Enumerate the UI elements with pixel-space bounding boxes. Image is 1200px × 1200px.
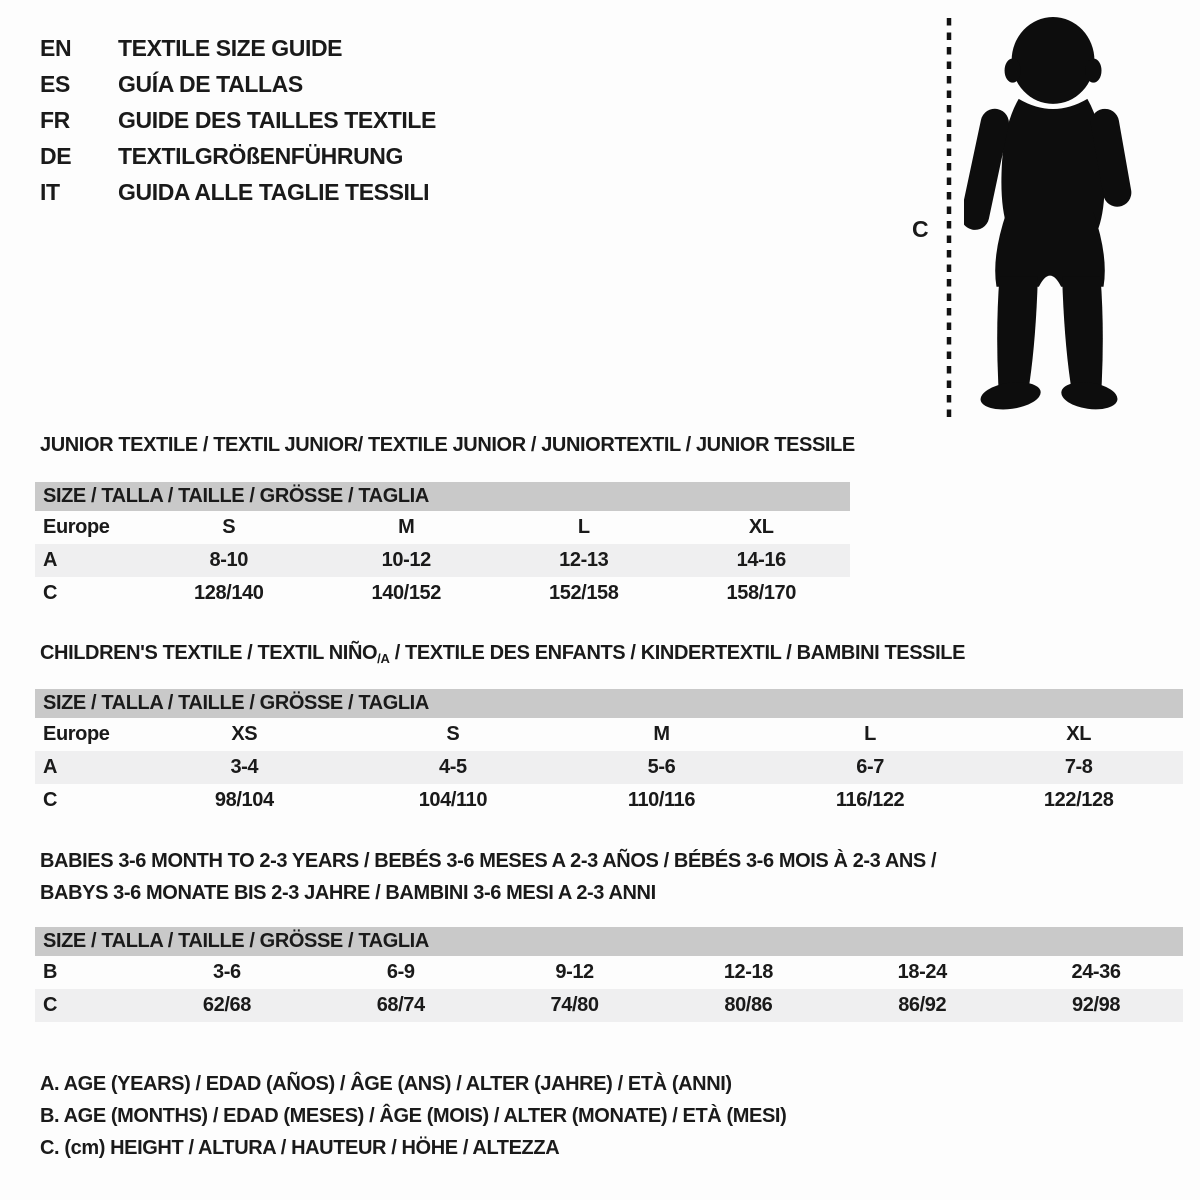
- language-row: [40, 102, 436, 138]
- children-title-part2: / TEXTILE DES ENFANTS / KINDERTEXTIL / BAMBINI TESSILE: [389, 642, 966, 664]
- height-cell: 152/158: [549, 582, 619, 604]
- months-cell: 9-12: [555, 961, 594, 983]
- age-cell: 7-8: [1064, 756, 1093, 778]
- footnote-b: B. AGE (MONTHS) / EDAD (MESES) / ÂGE (MOIS) / ALTER (MONATE) / ETÀ (MESI): [40, 1105, 787, 1127]
- row-label: Europe: [43, 516, 110, 538]
- table-row: [35, 577, 850, 610]
- months-cell: 12-18: [723, 961, 773, 983]
- row-label: A: [43, 756, 58, 778]
- language-label: GUIDA ALLE TAGLIE TESSILI: [118, 178, 430, 205]
- age-cell: 3-4: [230, 756, 259, 778]
- footnote-c: C. (cm) HEIGHT / ALTURA / HAUTEUR / HÖHE / ALTEZZA: [40, 1137, 560, 1159]
- age-cell: 14-16: [736, 549, 786, 571]
- height-cell: 92/98: [1072, 994, 1121, 1016]
- size-cell: L: [577, 516, 590, 538]
- children-size-table: [35, 689, 1183, 817]
- size-cell: S: [446, 723, 460, 745]
- height-cell: 104/110: [418, 789, 488, 811]
- height-cell: 68/74: [376, 994, 425, 1016]
- language-header: [40, 30, 436, 210]
- age-cell: 8-10: [209, 549, 248, 571]
- size-header-label: SIZE / TALLA / TAILLE / GRÖSSE / TAGLIA: [43, 485, 429, 507]
- table-row: [35, 989, 1183, 1022]
- babies-section-title-line1: BABIES 3-6 MONTH TO 2-3 YEARS / BEBÉS 3-6 MESES A 2-3 AÑOS / BÉBÉS 3-6 MOIS À 2-3 ANS /: [40, 850, 937, 872]
- height-cell: 116/122: [835, 789, 905, 811]
- language-code: ES: [40, 70, 70, 97]
- junior-size-table: [35, 482, 850, 610]
- size-cell: M: [653, 723, 670, 745]
- footnote-a: A. AGE (YEARS) / EDAD (AÑOS) / ÂGE (ANS) / ALTER (JAHRE) / ETÀ (ANNI): [40, 1073, 732, 1095]
- height-cell: 158/170: [726, 582, 796, 604]
- junior-section-title: JUNIOR TEXTILE / TEXTIL JUNIOR/ TEXTILE JUNIOR / JUNIORTEXTIL / JUNIOR TESSILE: [40, 434, 855, 456]
- table-row: [35, 511, 850, 544]
- size-header-bar: [35, 689, 1183, 718]
- language-row: [40, 66, 436, 102]
- table-row: [35, 718, 1183, 751]
- language-label: TEXTILGRÖßENFÜHRUNG: [118, 142, 403, 169]
- language-row: [40, 138, 436, 174]
- row-label: C: [43, 789, 58, 811]
- table-row: [35, 751, 1183, 784]
- age-cell: 12-13: [559, 549, 609, 571]
- months-cell: 24-36: [1071, 961, 1121, 983]
- height-cell: 80/86: [724, 994, 773, 1016]
- babies-size-table: [35, 927, 1183, 1022]
- row-label: C: [43, 582, 58, 604]
- size-header-bar: [35, 482, 850, 511]
- children-section-title: [40, 642, 965, 666]
- height-cell: 140/152: [371, 582, 441, 604]
- size-header-bar: [35, 927, 1183, 956]
- age-cell: 5-6: [647, 756, 676, 778]
- months-cell: 6-9: [386, 961, 415, 983]
- months-cell: 18-24: [897, 961, 947, 983]
- row-label: C: [43, 994, 58, 1016]
- height-cell: 98/104: [214, 789, 274, 811]
- months-cell: 3-6: [213, 961, 241, 983]
- language-label: GUÍA DE TALLAS: [118, 70, 303, 97]
- age-cell: 10-12: [381, 549, 431, 571]
- height-cell: 74/80: [550, 994, 599, 1016]
- age-cell: 6-7: [856, 756, 884, 778]
- size-header-label: SIZE / TALLA / TAILLE / GRÖSSE / TAGLIA: [43, 930, 429, 952]
- height-cell: 62/68: [202, 994, 251, 1016]
- size-cell: S: [222, 516, 236, 538]
- age-cell: 4-5: [439, 756, 467, 778]
- height-cell: 86/92: [898, 994, 947, 1016]
- babies-section-title-line2: BABYS 3-6 MONATE BIS 2-3 JAHRE / BAMBINI 3-6 MESI A 2-3 ANNI: [40, 882, 656, 904]
- height-cell: 110/116: [627, 789, 696, 811]
- height-measure-label: C: [912, 216, 929, 242]
- language-code: DE: [40, 142, 72, 169]
- size-cell: XL: [1066, 723, 1092, 745]
- language-row: [40, 30, 436, 66]
- language-code: FR: [40, 106, 70, 133]
- toddler-silhouette-icon: [964, 14, 1136, 423]
- row-label: B: [43, 961, 58, 983]
- children-title-part1: CHILDREN'S TEXTILE / TEXTIL NIÑO: [40, 642, 378, 664]
- language-label: TEXTILE SIZE GUIDE: [118, 34, 343, 61]
- size-cell: XL: [748, 516, 774, 538]
- table-row: [35, 956, 1183, 989]
- size-cell: L: [864, 723, 876, 745]
- table-row: [35, 544, 850, 577]
- height-cell: 122/128: [1043, 789, 1114, 811]
- size-cell: XS: [231, 723, 258, 745]
- language-code: EN: [40, 34, 72, 61]
- language-code: IT: [40, 178, 60, 205]
- table-row: [35, 784, 1183, 817]
- language-label: GUIDE DES TAILLES TEXTILE: [118, 106, 436, 133]
- row-label: A: [43, 549, 58, 571]
- height-dashed-line: [944, 16, 954, 425]
- size-cell: M: [398, 516, 415, 538]
- height-cell: 128/140: [194, 582, 264, 604]
- children-title-subscript: /A: [377, 651, 390, 666]
- footnote-legend: [40, 1068, 786, 1164]
- language-row: [40, 174, 436, 210]
- size-header-label: SIZE / TALLA / TAILLE / GRÖSSE / TAGLIA: [43, 692, 429, 714]
- row-label: Europe: [43, 723, 110, 745]
